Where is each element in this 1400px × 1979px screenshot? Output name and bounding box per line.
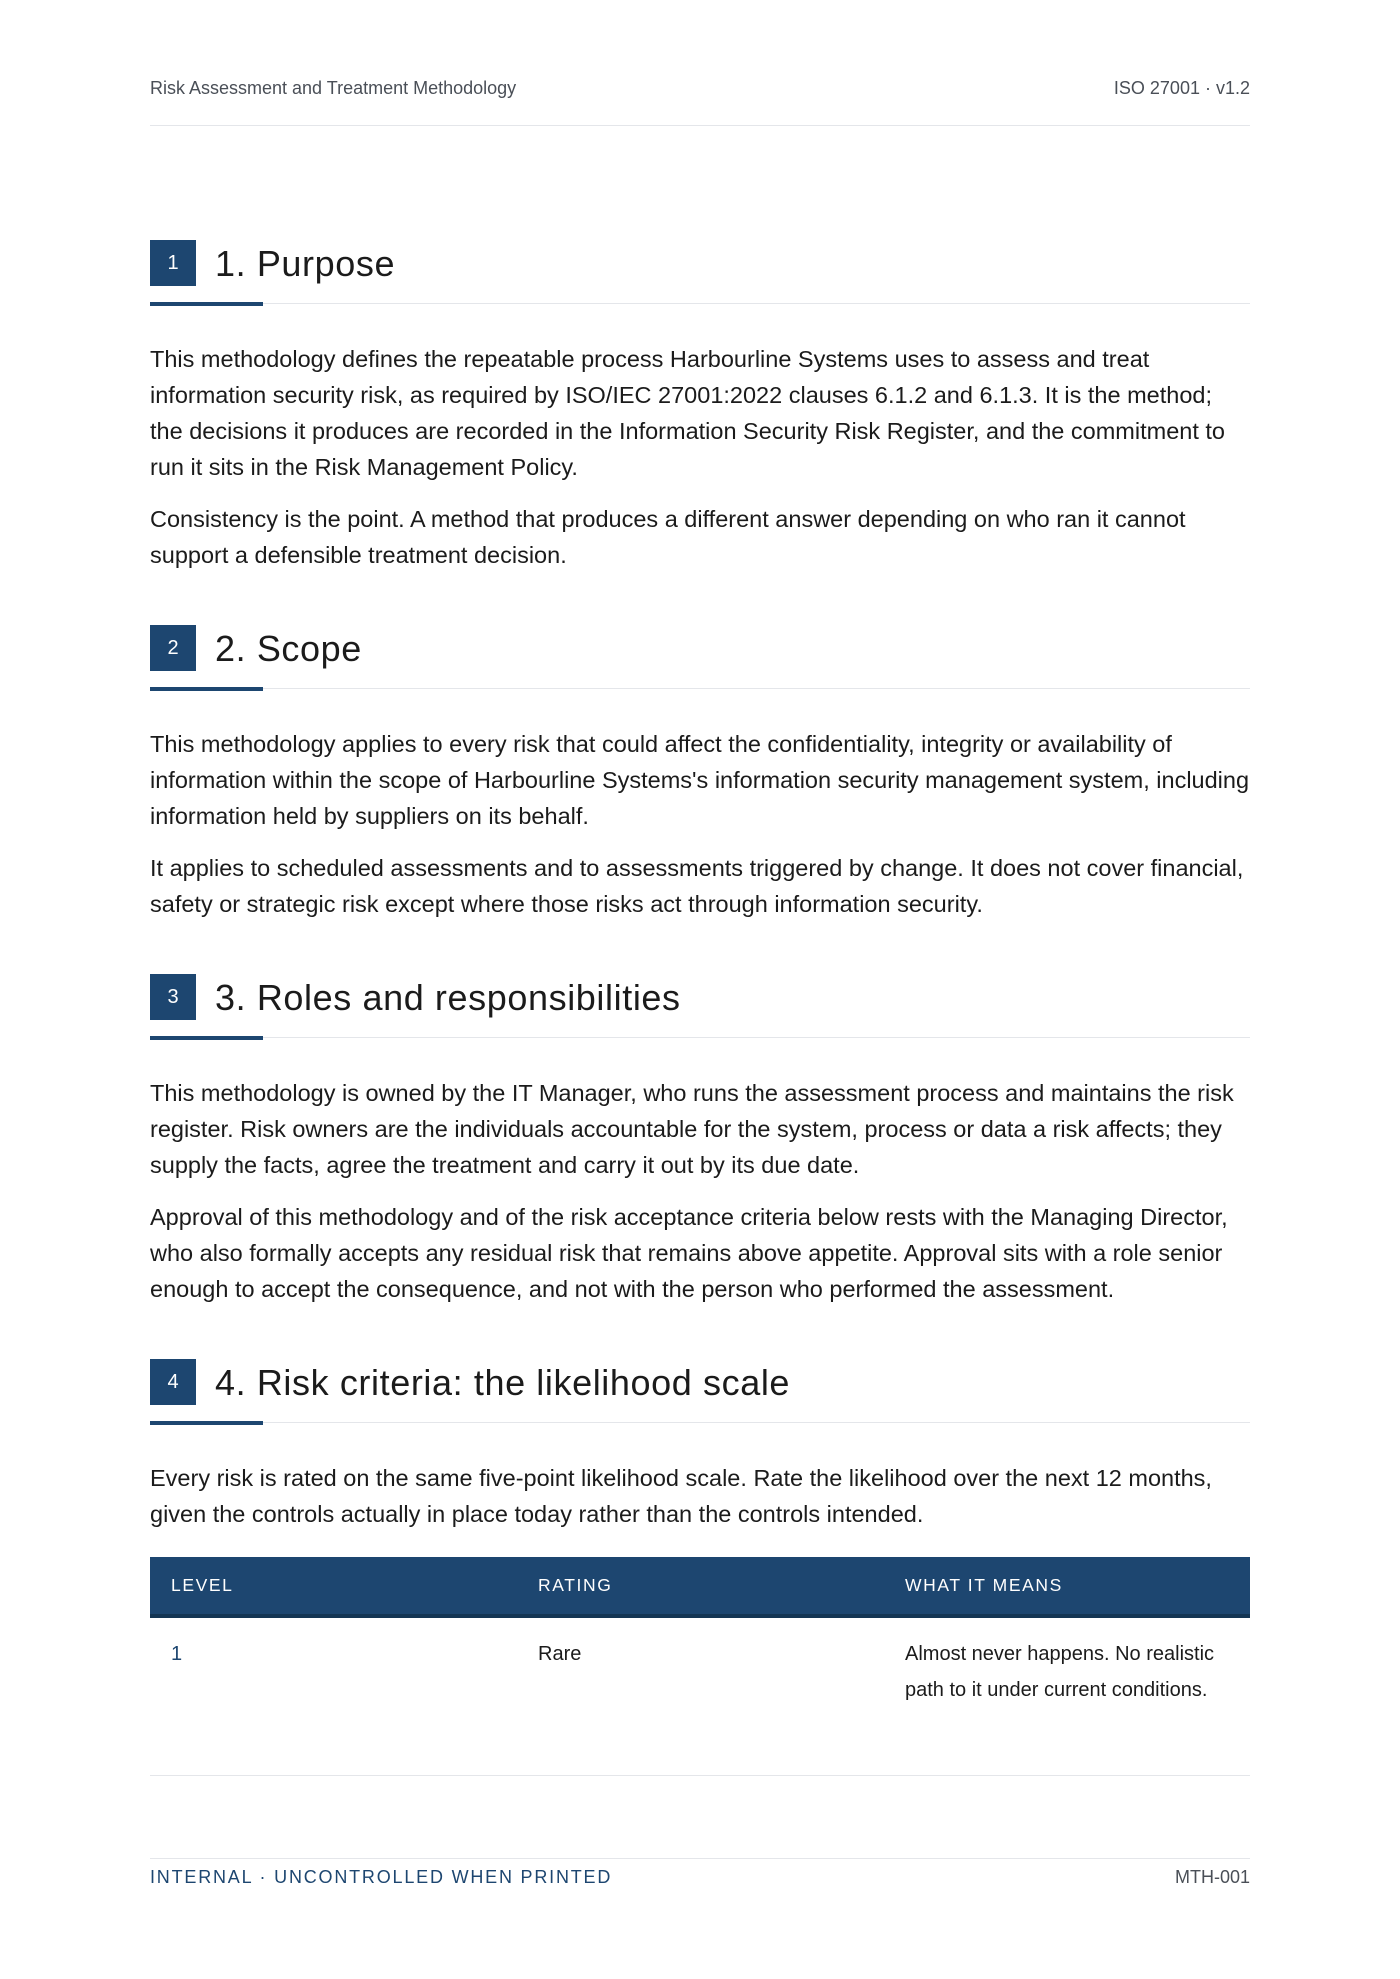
- header-divider: [150, 125, 1250, 126]
- section-number-badge: 2: [150, 625, 196, 671]
- section-title: 1. Purpose: [215, 243, 396, 284]
- section-number-badge: 3: [150, 974, 196, 1020]
- classification-label: INTERNAL · UNCONTROLLED WHEN PRINTED: [150, 1867, 613, 1887]
- section-divider: [150, 688, 1250, 689]
- paragraph: It applies to scheduled assessments and to assessments triggered by change. It does not cover financial, safety or strategic risk except where those risks act through information security.: [150, 855, 1244, 917]
- footer-divider: [150, 1858, 1250, 1859]
- table-header-row: [150, 1557, 1250, 1618]
- section-roles: [150, 974, 1250, 1307]
- section-title: 4. Risk criteria: the likelihood scale: [215, 1362, 791, 1403]
- section-divider: [150, 303, 1250, 304]
- meaning-cell: Almost never happens. No realistic path to it under current conditions.: [905, 1643, 1215, 1701]
- running-footer: [150, 1867, 1250, 1888]
- rating-cell: Rare: [538, 1643, 582, 1665]
- column-header-level: LEVEL: [171, 1575, 234, 1595]
- paragraph: Consistency is the point. A method that produces a different answer depending on who ran it cannot support a defensible treatment decision.: [150, 506, 1186, 568]
- section-divider: [150, 1037, 1250, 1038]
- section-title: 3. Roles and responsibilities: [215, 977, 681, 1018]
- likelihood-table: [150, 1557, 1250, 1776]
- table-row: [150, 1618, 1250, 1776]
- section-heading: [150, 1359, 1250, 1429]
- paragraph: This methodology is owned by the IT Manager, who runs the assessment process and maintains the risk register. Risk owners are the individuals accountable for the system, process or data a risk affects; they supply the facts, agree the treatment and carry it out by its due date.: [150, 1080, 1234, 1178]
- document-title: Risk Assessment and Treatment Methodology: [150, 78, 517, 98]
- paragraph: This methodology applies to every risk that could affect the confidentiality, integrity or availability of information within the scope of Harbourline Systems's information security management system, including information held by suppliers on its behalf.: [150, 731, 1250, 829]
- section-number-badge: 1: [150, 240, 196, 286]
- column-header-rating: RATING: [538, 1575, 613, 1595]
- section-scope: [150, 625, 1250, 922]
- section-heading: [150, 625, 1250, 695]
- paragraph: Every risk is rated on the same five-point likelihood scale. Rate the likelihood over the next 12 months, given the controls actually in place today rather than the controls intended.: [150, 1465, 1212, 1527]
- document-id: MTH-001: [1174, 1867, 1250, 1887]
- section-divider: [150, 1422, 1250, 1423]
- section-heading: [150, 240, 1250, 310]
- section-heading: [150, 974, 1250, 1044]
- section-accent-bar: [150, 302, 263, 306]
- document-page: [150, 0, 1250, 1979]
- section-likelihood-scale: [150, 1359, 1250, 1532]
- paragraph: This methodology defines the repeatable process Harbourline Systems uses to assess and treat information security risk, as required by ISO/IEC 27001:2022 clauses 6.1.2 and 6.1.3. It is the method; the decisions it produces are recorded in the Information Security Risk Register, and the commitment to run it sits in the Risk Management Policy.: [150, 346, 1225, 480]
- paragraph: Approval of this methodology and of the risk acceptance criteria below rests with the Managing Director, who also formally accepts any residual risk that remains above appetite. Approval sits with a role senior enough to accept the consequence, and not with the person who performed the assessment.: [150, 1204, 1228, 1302]
- level-cell: 1: [171, 1643, 183, 1665]
- section-purpose: [150, 240, 1250, 573]
- section-accent-bar: [150, 687, 263, 691]
- running-header: [150, 78, 1250, 99]
- section-accent-bar: [150, 1036, 263, 1040]
- section-number-badge: 4: [150, 1359, 196, 1405]
- section-title: 2. Scope: [215, 628, 362, 669]
- section-accent-bar: [150, 1421, 263, 1425]
- column-header-meaning: WHAT IT MEANS: [905, 1575, 1063, 1595]
- standard-version: ISO 27001 · v1.2: [1113, 78, 1250, 98]
